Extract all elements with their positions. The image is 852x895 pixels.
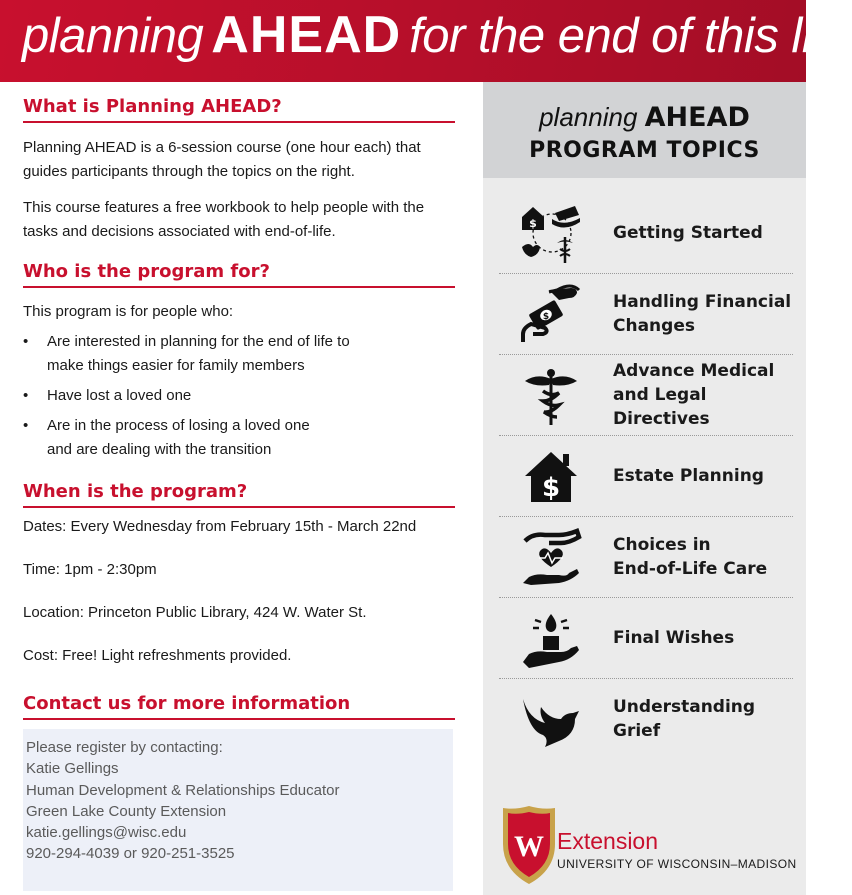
bullet-text: • Are interested in planning for the end of life to — [47, 333, 350, 350]
uw-crest-logo — [499, 804, 559, 886]
contact-phone: 920-294-4039 or 920-251-3525 — [26, 845, 235, 863]
list-item — [23, 384, 455, 408]
bullet-text: make things easier for family members — [47, 357, 305, 374]
bullet-text: and are dealing with the transition — [47, 441, 272, 458]
topics-header — [483, 82, 806, 178]
topics-subtitle: PROGRAM TOPICS — [529, 138, 760, 163]
topics-title-ahead: AHEAD — [644, 102, 750, 133]
banner-title-ahead: AHEAD — [211, 6, 402, 64]
when-heading: When is the program? — [23, 481, 455, 508]
list-item — [23, 330, 455, 378]
banner-title-planning: planning — [22, 9, 204, 63]
topic-line: Getting Started — [613, 223, 763, 243]
house-dollar-icon — [519, 446, 583, 508]
topic-understanding-grief — [499, 679, 793, 759]
what-heading: What is Planning AHEAD? — [23, 96, 455, 123]
topic-label — [613, 193, 763, 273]
caduceus-icon — [519, 365, 583, 427]
topic-line: Changes — [613, 316, 695, 336]
list-item — [23, 414, 455, 462]
location-text: Location: Princeton Public Library, 424 W. Water St. — [23, 604, 367, 621]
topic-label — [613, 679, 793, 759]
title-banner — [0, 0, 852, 82]
contact-office: Green Lake County Extension — [26, 802, 227, 820]
topic-financial-changes — [499, 274, 793, 355]
contact-name: Katie Gellings — [26, 760, 119, 778]
topic-advance-directives — [499, 355, 793, 436]
topics-title — [483, 102, 806, 133]
contact-email: katie.gellings@wisc.edu — [26, 824, 187, 842]
cost-text: Cost: Free! Light refreshments provided. — [23, 647, 292, 664]
topic-label — [613, 274, 791, 354]
topic-line: Handling Financial — [613, 292, 792, 312]
university-name: UNIVERSITY OF WISCONSIN–MADISON — [557, 857, 797, 871]
topic-line: Choices in — [613, 535, 711, 555]
topic-line: Advance Medical — [613, 361, 775, 381]
topic-line: Final Wishes — [613, 628, 735, 648]
topic-getting-started — [499, 193, 793, 274]
contact-role: Human Development & Relationships Educator — [26, 781, 340, 799]
topic-label — [613, 517, 767, 597]
getting-started-icon — [519, 203, 583, 265]
crest-letter: W — [514, 830, 544, 863]
who-bullet-list — [23, 330, 455, 468]
bullet-text: • Are in the process of losing a loved one — [47, 417, 310, 434]
topic-line: Estate Planning — [613, 466, 764, 486]
topic-label — [613, 355, 793, 435]
topic-end-of-life-care — [499, 517, 793, 598]
svg-text:$: $ — [529, 217, 537, 230]
topic-label — [613, 598, 734, 678]
hands-heart-icon — [519, 527, 583, 589]
topic-line: End-of-Life Care — [613, 559, 768, 579]
what-paragraph-1: Planning AHEAD is a 6-session course (one hour each) that guides participants through the topics on the right. — [23, 139, 421, 180]
extension-name: Extension — [557, 828, 659, 854]
contact-line: Please register by contacting: — [26, 739, 223, 756]
banner-title — [22, 2, 852, 69]
topics-panel — [483, 82, 806, 895]
svg-text:$: $ — [542, 312, 550, 322]
who-heading: Who is the program for? — [23, 261, 455, 288]
topics-title-planning: planning — [539, 102, 638, 132]
banner-title-tagline: for the end of this life — [409, 9, 852, 63]
dove-icon — [519, 689, 583, 751]
hand-candle-icon — [519, 608, 583, 670]
topic-line: Understanding Grief — [613, 697, 756, 741]
topic-final-wishes — [499, 598, 793, 679]
hand-money-icon — [519, 284, 583, 346]
topic-estate-planning — [499, 436, 793, 517]
contact-heading: Contact us for more information — [23, 693, 455, 720]
topic-label — [613, 436, 764, 516]
contact-box — [23, 729, 453, 891]
time-text: Time: 1pm - 2:30pm — [23, 561, 157, 578]
svg-text:$: $ — [541, 473, 561, 503]
what-paragraph-2: This course features a free workbook to help people with the tasks and decisions associated with end-of-life. — [23, 199, 425, 240]
bullet-text: • Have lost a loved one — [47, 387, 192, 404]
topic-line: and Legal Directives — [613, 385, 710, 429]
dates-text: Dates: Every Wednesday from February 15th - March 22nd — [23, 518, 417, 535]
who-intro: This program is for people who: — [23, 303, 234, 320]
